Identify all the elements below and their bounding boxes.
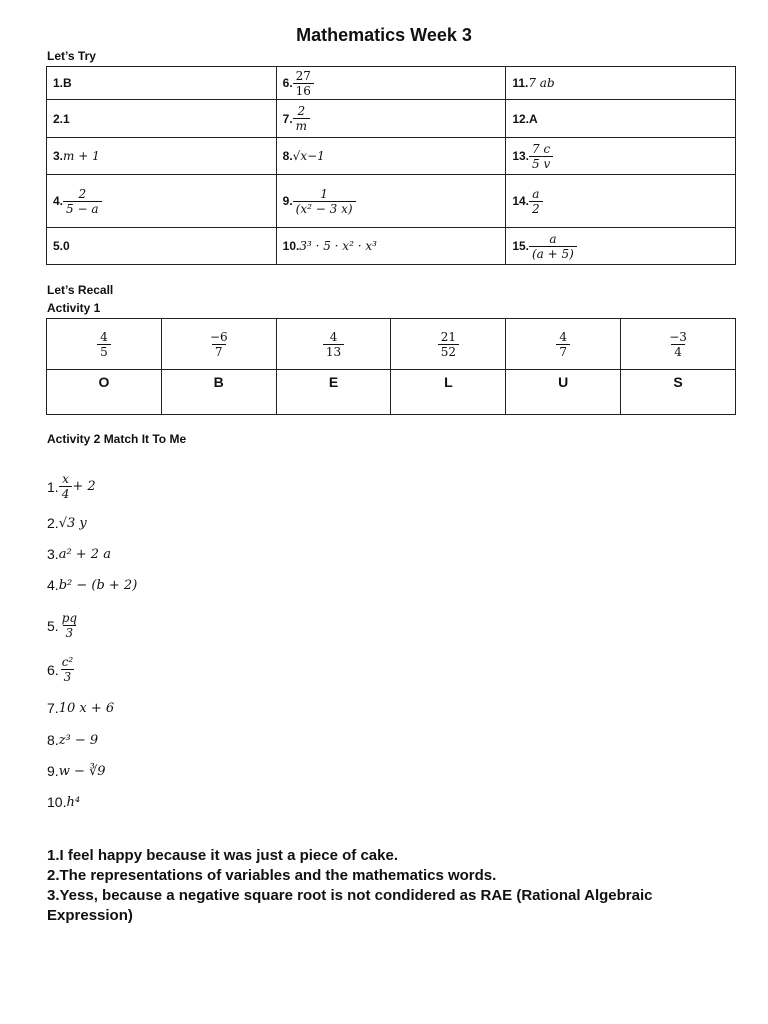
lets-try-table — [46, 66, 736, 265]
answer-3: 3.Yess, because a negative square root is not condidered as RAE (Rational Algebraic Expression) — [47, 887, 653, 924]
recall-fraction: $\frac{-6}{7}$ — [161, 319, 276, 370]
recall-letter: E — [276, 370, 391, 415]
table-row — [47, 370, 736, 415]
try-cell-12: 12.A — [506, 100, 736, 138]
recall-letter: O — [47, 370, 162, 415]
answer-2: 2.The representations of variables and the mathematics words. — [47, 867, 497, 884]
recall-letter: L — [391, 370, 506, 415]
recall-fraction: $\frac{4}{13}$ — [276, 319, 391, 370]
try-cell-1: 1.B — [47, 67, 277, 100]
try-cell-3: 3.m + 1 — [47, 138, 277, 175]
lets-try-heading: Let’s Try — [47, 49, 96, 63]
try-cell-9: 9. $\frac{1}{\text{(x² − 3 x)}}$ — [276, 175, 506, 228]
match-item-1: 1. $\frac{x}{4}$ + 2 — [47, 472, 96, 501]
try-cell-5: 5.0 — [47, 228, 277, 265]
activity2-heading: Activity 2 Match It To Me — [47, 432, 187, 446]
recall-letter: U — [506, 370, 621, 415]
recall-table — [46, 318, 736, 415]
try-cell-13: 13. $\frac{7 c}{5 v}$ — [506, 138, 736, 175]
recall-letter: S — [621, 370, 736, 415]
recall-fraction: $\frac{21}{52}$ — [391, 319, 506, 370]
try-cell-14: 14. $\frac{a}{2}$ — [506, 175, 736, 228]
match-item-2: 2. √3 y — [47, 515, 87, 531]
recall-fraction: $\frac{4}{7}$ — [506, 319, 621, 370]
match-item-5: 5. $\frac{pq}{3}$ — [47, 611, 78, 640]
match-item-9: 9. w − ∛9 — [47, 763, 106, 779]
try-cell-2: 2.1 — [47, 100, 277, 138]
answer-1: 1.I feel happy because it was just a piece of cake. — [47, 847, 398, 864]
try-cell-6: 6. $\frac{27}{16}$ — [276, 67, 506, 100]
try-cell-10: 10.3³ · 5 · x² · x³ — [276, 228, 506, 265]
page-title: Mathematics Week 3 — [296, 25, 472, 45]
recall-fraction: $\frac{4}{5}$ — [47, 319, 162, 370]
recall-letter: B — [161, 370, 276, 415]
table-row — [47, 228, 736, 265]
try-cell-11: 11.7 ab — [506, 67, 736, 100]
lets-recall-heading: Let’s Recall — [47, 283, 114, 297]
table-row — [47, 319, 736, 370]
match-item-6: 6. $\frac{\text{c²}}{3}$ — [47, 655, 74, 684]
match-item-10: 10. h⁴ — [47, 794, 81, 810]
activity1-label: Activity 1 — [47, 301, 101, 315]
match-item-7: 7. 10 x + 6 — [47, 700, 115, 716]
table-row — [47, 100, 736, 138]
answers-block — [47, 846, 707, 926]
try-cell-8: 8.√x−1 — [276, 138, 506, 175]
match-item-3: 3. a² + 2 a — [47, 546, 111, 562]
try-cell-4: 4. $\frac{2}{5 - a}$ — [47, 175, 277, 228]
try-cell-15: 15. $\frac{a}{(a + 5)}$ — [506, 228, 736, 265]
table-row — [47, 175, 736, 228]
match-item-8: 8. z³ − 9 — [47, 732, 99, 748]
match-item-4: 4. b² − (b + 2) — [47, 577, 138, 593]
table-row — [47, 138, 736, 175]
try-cell-7: 7. $\frac{2}{m}$ — [276, 100, 506, 138]
recall-fraction: $\frac{-3}{4}$ — [621, 319, 736, 370]
table-row — [47, 67, 736, 100]
